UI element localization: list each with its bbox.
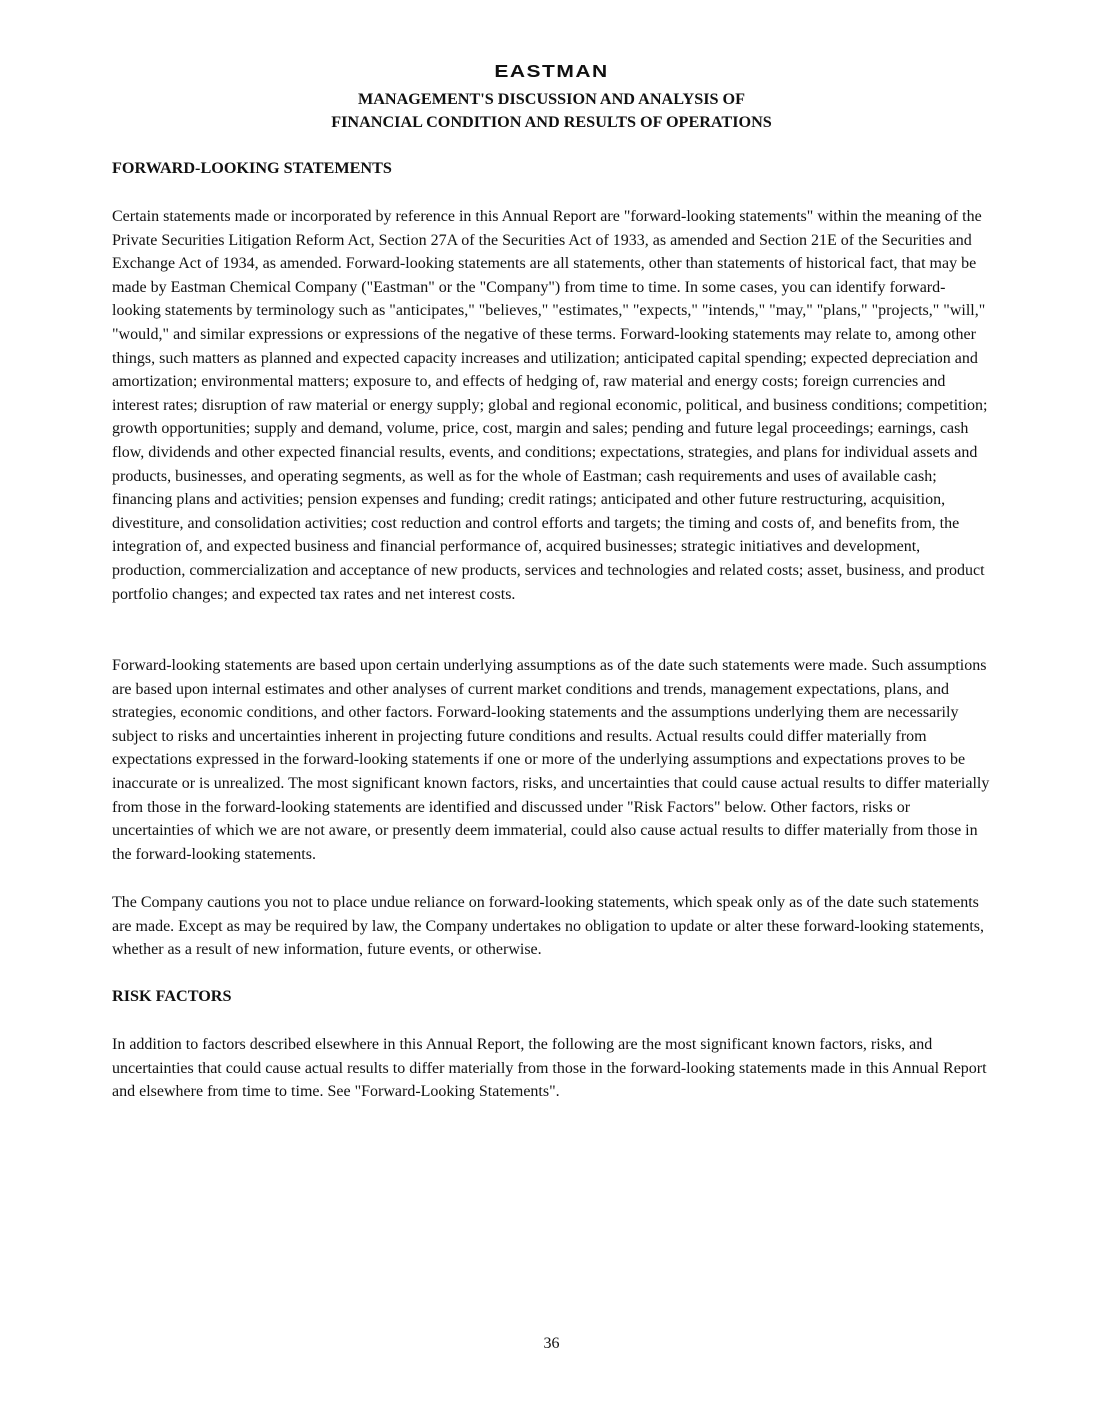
paragraph-forward-looking-2: Forward-looking statements are based upon certain underlying assumptions as of the date such statements were made. Such assumptions are based upon internal estimates and other analyses of current market conditions and trends, management expectations, plans, and strategies, economic conditions, and other factors. Forward-looking statements and the assumptions underlying them are necessarily subject to risks and uncertainties inherent in projecting future conditions and results. Actual results could differ materially from expectations expressed in the forward-looking statements if one or more of the underlying assumptions and expectations proves to be inaccurate or is unrealized. The most significant known factors, risks, and uncertainties that could cause actual results to differ materially from those in the forward-looking statements are identified and discussed under "Risk Factors" below. Other factors, risks or uncertainties of which we are not aware, or presently deem immaterial, could also cause actual results to differ materially from those in the forward-looking statements. xyxy=(112,657,990,863)
section-heading-forward-looking: FORWARD-LOOKING STATEMENTS xyxy=(112,159,392,177)
paragraph-risk-factors-1: In addition to factors described elsewhere in this Annual Report, the following are the most significant known factors, risks, and uncertainties that could cause actual results to differ materially from those in the forward-looking statements made in this Annual Report and elsewhere from time to time. See "Forward-Looking Statements". xyxy=(112,1036,987,1101)
paragraph-forward-looking-1: Certain statements made or incorporated by reference in this Annual Report are "forward-looking statements" within the meaning of the Private Securities Litigation Reform Act, Section 27A of the Securities Act of 1933, as amended and Section 21E of the Securities and Exchange Act of 1934, as amended. Forward-looking statements are all statements, other than statements of historical fact, that may be made by Eastman Chemical Company ("Eastman" or the "Company") from time to time. In some cases, you can identify forward-looking statements by terminology such as "anticipates," "believes," "estimates," "expects," "intends," "may," "plans," "projects," "will," "would," and similar expressions or expressions of the negative of these terms. Forward-looking statements may relate to, among other things, such matters as planned and expected capacity increases and utilization; anticipated capital spending; expected depreciation and amortization; environmental matters; exposure to, and effects of hedging of, raw material and energy costs; foreign currencies and interest rates; disruption of raw material or energy supply; global and regional economic, political, and business conditions; competition; growth opportunities; supply and demand, volume, price, cost, margin and sales; pending and future legal proceedings; earnings, cash flow, dividends and other expected financial results, events, and conditions; expectations, strategies, and plans for individual assets and products, businesses, and operating segments, as well as for the whole of Eastman; cash requirements and uses of available cash; financing plans and activities; pension expenses and funding; credit ratings; anticipated and other future restructuring, acquisition, divestiture, and consolidation activities; cost reduction and control efforts and targets; the timing and costs of, and benefits from, the integration of, and expected business and financial performance of, acquired businesses; strategic initiatives and development, production, commercialization and acceptance of new products, services and technologies and related costs; asset, business, and product portfolio changes; and expected tax rates and net interest costs. xyxy=(112,208,988,603)
header-line-2: FINANCIAL CONDITION AND RESULTS OF OPERATIONS xyxy=(331,113,772,131)
header-line-1: MANAGEMENT'S DISCUSSION AND ANALYSIS OF xyxy=(357,90,746,108)
page-number: 36 xyxy=(543,1335,560,1352)
eastman-logo: EASTMAN xyxy=(494,61,609,82)
section-heading-risk-factors: RISK FACTORS xyxy=(112,987,232,1005)
page-header xyxy=(0,88,1103,134)
paragraph-forward-looking-3: The Company cautions you not to place undue reliance on forward-looking statements, which speak only as of the date such statements are made. Except as may be required by law, the Company undertakes no obligation to update or alter these forward-looking statements, whether as a result of new information, future events, or otherwise. xyxy=(112,894,985,959)
